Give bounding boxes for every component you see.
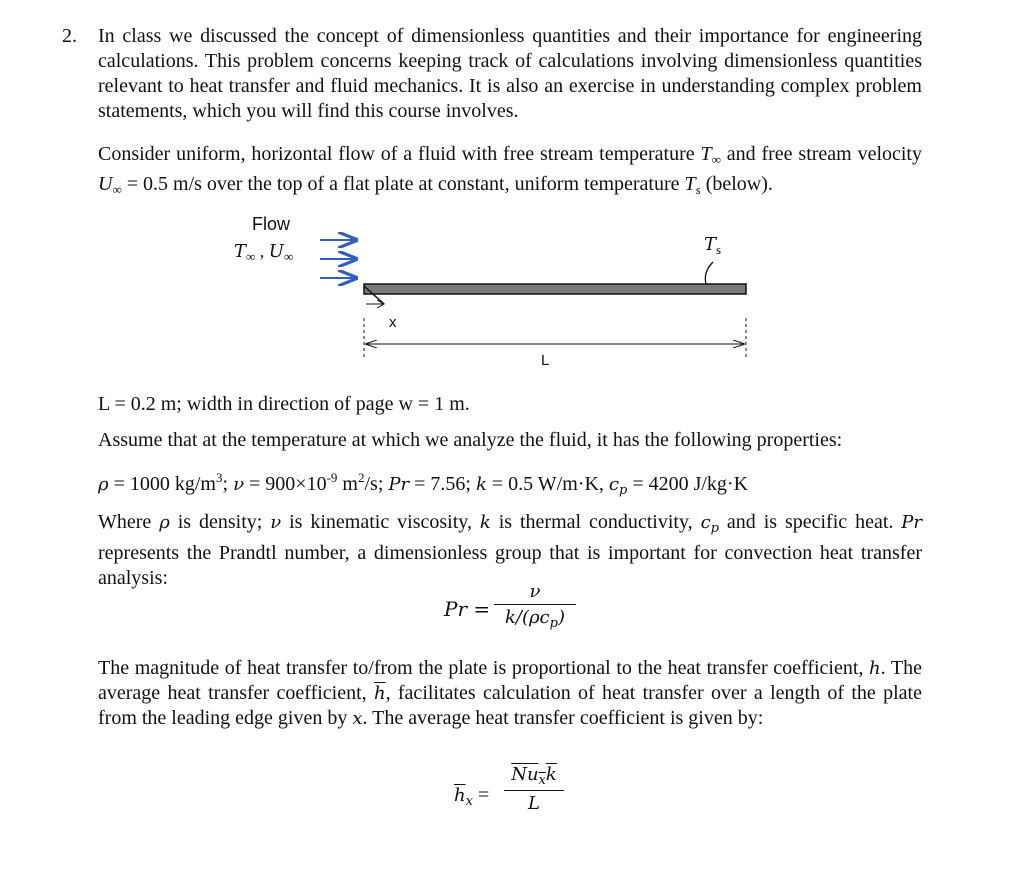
prandtl-eq-fraction: [494, 581, 576, 631]
intro-paragraph: In class we discussed the concept of dimensionless quantities and their importance for engineering calculations. This problem concerns keeping track of calculations involving dimensionless quantities relevant to heat transfer and fluid mechanics. It is also an exercise in understanding complex problem statements, which you will find this course involves.: [98, 25, 922, 122]
h-eq-lhs: $\overline{h}_x$ =: [454, 784, 490, 809]
prandtl-eq-lhs: Pr =: [444, 597, 491, 621]
properties-line: ρ = 1000 $kg/m^3$; $\nu = 900\times 10^{-9}$ $m^2/s$; Pr = 7.56; k = 0.5 W/m·K, $c_p = 4200$ J/kg·K: [98, 470, 749, 498]
prandtl-denominator: $k/(\rho c_p)$: [504, 607, 566, 631]
heat-transfer-paragraph: The magnitude of heat transfer to/from the plate is proportional to the heat transfer coefficient, h. The average heat transfer coefficient, $\overline{h}$, facilitates calculation of heat transfer over a length of the plate from the leading edge given by x. The average heat transfer coefficient is given by:: [98, 657, 923, 729]
flow-label: Flow: [252, 214, 291, 234]
h-denominator: L: [528, 793, 540, 814]
h-numerator: $Nu_xk$: [504, 764, 564, 791]
problem-number: 2.: [62, 25, 77, 47]
h-eq-fraction: [504, 764, 564, 814]
surface-temp-label: $T_s$: [704, 234, 722, 257]
x-axis-label: x: [389, 314, 397, 331]
ts-leader-line: [705, 262, 713, 284]
assume-line: Assume that at the temperature at which we analyze the fluid, it has the following properties:: [98, 429, 843, 451]
definitions-paragraph: Where ρ is density; ν is kinematic viscosity, k is thermal conductivity, $c_p$ and is specific heat. Pr represents the Prandtl number, a dimensionless group that is important for convection heat transfer analysis:: [98, 511, 923, 589]
flat-plate: [364, 284, 746, 294]
length-width-line: L = 0.2 m; width in direction of page w = 1 m.: [98, 393, 470, 415]
length-label: L: [541, 352, 550, 369]
free-stream-label: $T_\infty$ , $U_\infty$: [234, 241, 294, 264]
flow-description-paragraph: Consider uniform, horizontal flow of a fluid with free stream temperature $T_\infty$ and free stream velocity $U_\infty = 0.5$ m/s over the top of a flat plate at constant, uniform temperature $T_s$ (below).: [98, 143, 922, 197]
prandtl-numerator: ν: [494, 581, 576, 605]
